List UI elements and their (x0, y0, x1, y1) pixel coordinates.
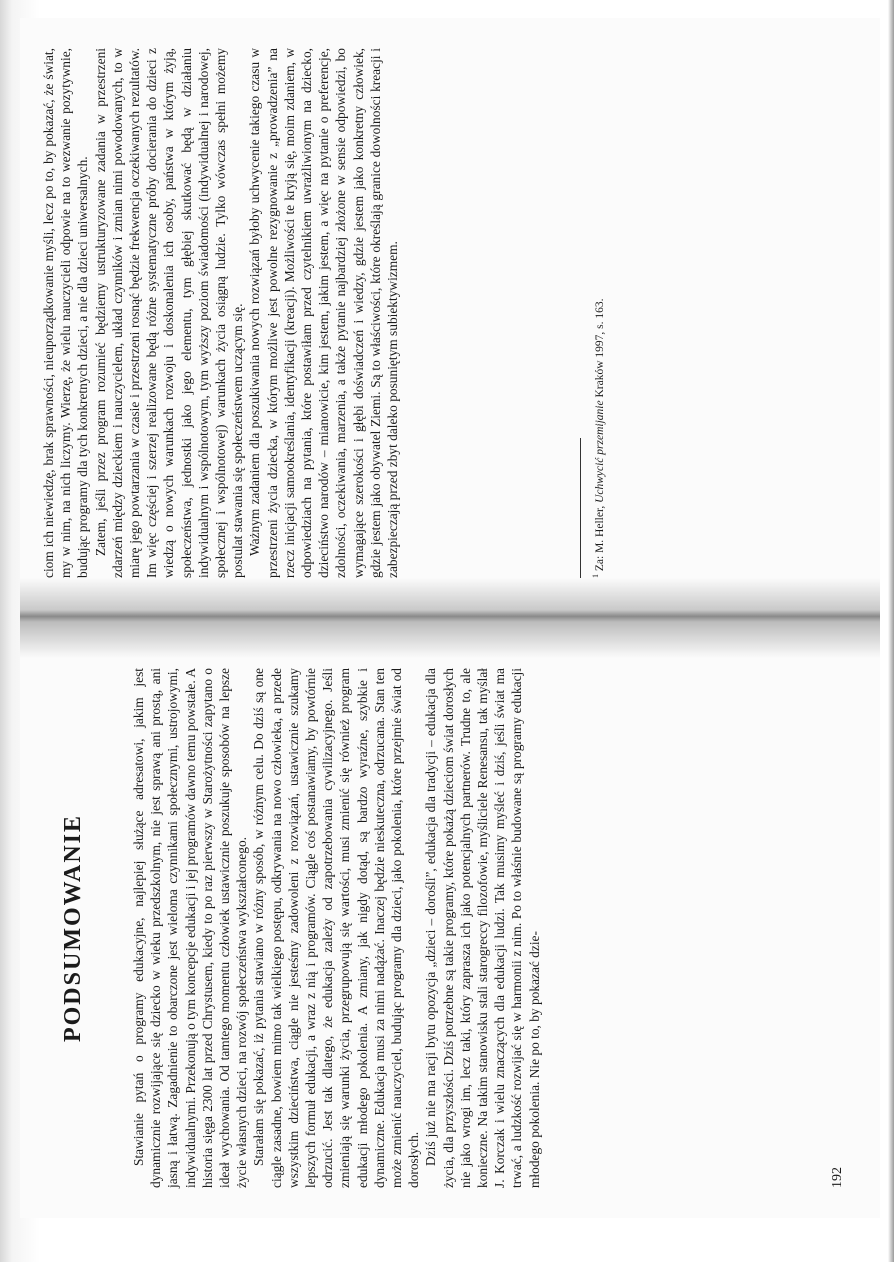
right-page (20, 18, 880, 598)
footnote (591, 48, 606, 578)
page-number: 192 (830, 1167, 845, 1188)
left-page (20, 638, 880, 1218)
footnote-marker: 1 (591, 574, 600, 578)
footnote-title: Uchwycić przemijanie (593, 400, 606, 503)
left-body-text (130, 668, 543, 1188)
paragraph: Starałam się pokazać, iż pytania stawiano w różny sposób, w różnym celu. Do dziś są one ciągle zasadne, bowiem mimo tak wielkiego postępu, odkrywania na nowo człowieka, a przede wszystkim dzieciństwa, ciągle nie jesteśmy zadowoleni z rozwiązań, ustawicznie szukamy lepszych formuł edukacji, a wraz z nią i programów. Ciągle coś postanawiamy, by powtórnie odrzucić. Jest tak dlatego, że edukacja zależy od zapotrzebowania cywilizacyjnego. Jeśli zmieniają się warunki życia, przegrupowują się wartości, musi zmienić się również program edukacji młodego pokolenia. A zmiany, jak nigdy dotąd, są bardzo wyraźne, szybkie i dynamiczne. Edukacja musi za nimi nadążać. Inaczej będzie nieskuteczna, odrzucana. Stan ten może zmienić nauczyciel, budując programy dla dzieci, jako pokolenia, które przejmie świat od dorosłych. (251, 668, 422, 1188)
footnotes (580, 48, 606, 578)
book-spread (20, 18, 880, 1218)
paragraph: Zatem, jeśli przez program rozumieć będziemy ustrukturyzowane zadania w przestrzeni zdarzeń między dzieckiem i nauczycielem, układ czynników i zmian nimi powodowanych, to w miarę jego powtarzania w czasie i przestrzeni rosnąć będzie frekwencja oczekiwanych rezultatów. Im więc częściej i szerzej realizowane będą różne systematyczne próby docierania do dzieci z wiedzą o nowych warunkach rozwoju i doskonalenia ich osoby, państwa w którym żyją, społeczeństwa, jednostki jako jego elementu, tym głębiej skutkować będą w działaniu indywidualnym i wspólnotowym, tym wyższy poziom świadomości (indywidualnej i narodowej, społecznej i wspólnotowej) warunkach życia osiągną ludzie. Tylko wówczas spełni możemy postulat stawania się społeczeństwem uczącym się. (92, 48, 246, 578)
paragraph-continuation: ciom ich niewiedzę, brak sprawności, nieuporządkowanie myśli, lecz po to, by pokazać, że świat, my w nim, na nich liczymy. Wierzę, że wielu nauczycieli odpowie na to wezwanie pozytywnie, budując programy dla tych konkretnych dzieci, a nie dla dzieci uniwersalnych. (41, 48, 91, 578)
right-body-text (40, 48, 401, 578)
footnote-source: Kraków 1997, s. 163. (593, 298, 606, 398)
footnote-author: Za: M. Heller, (593, 505, 606, 572)
paragraph: Dziś już nie ma racji bytu opozycja „dzieci – dorośli”, edukacja dla tradycji – edukacja dla życia, dla przyszłości. Dziś potrzebne są takie programy, które pokażą dzieciom świat dorosłych nie jako wrogi im, lecz taki, który zaprasza ich jako potencjalnych partnerów. Trudne to, ale konieczne. Na takim stanowisku stali starogreccy filozofowie, myśliciele Renesansu, tak myślał J. Korczak i wielu znaczących dla edukacji ludzi. Tak musimy myśleć i dziś, jeśli świat ma trwać, a ludzkość rozwijać się w harmonii z nim. Po to właśnie budowane są programy edukacji młodego pokolenia. Nie po to, by pokazać dzie- (423, 668, 542, 1188)
scan-edge (888, 0, 894, 1262)
paragraph: Stawianie pytań o programy edukacyjne, najlepiej służące adresatowi, jakim jest dynamicznie rozwijające się dziecko w wieku przedszkolnym, nie jest sprawą ani prostą, ani jasną i łatwą. Zagadnienie to obarczone jest wieloma czynnikami społecznymi, ustrojowymi, indywidualnymi. Przekonują o tym koncepcje edukacji i jej programów dawno temu powstałe. A historia sięga 2300 lat przed Chrystusem, kiedy to po raz pierwszy w Starożytności zapytano o ideał wychowania. Od tamtego momentu człowiek ustawicznie poszukuje sposobów na lepsze życie własnych dzieci, na rozwój społeczeństwa wykształconego. (131, 668, 250, 1188)
footnote-rule (580, 438, 581, 578)
chapter-title: PODSUMOWANIE (60, 814, 86, 1043)
paragraph: Ważnym zadaniem dla poszukiwania nowych rozwiązań byłoby uchwycenie takiego czasu w przestrzeni życia dziecka, w którym możliwe jest powolne rezygnowanie z „prowadzenia” na rzecz inicjacji samookreślania, identyfikacji (kreacji). Możliwości te kryją się, moim zdaniem, w odpowiedziach na pytania, które postawiłam przed czytelnikiem uwrażliwionym na dziecko, dzieciństwo narodów – mianowicie, kim jestem, jakim jestem, a więc na pytanie o preferencje, zdolności, oczekiwania, marzenia, a także pytanie najbardziej złożone w sensie odpowiedzi, bo wymagające szerokości i głębi doświadczeń i wiedzy, gdzie jestem jako konkretny człowiek, gdzie jestem jako obywatel Ziemi. Są to właściwości, które określają granice dowolności kreacji i zabezpieczają przed zbyt daleko posuniętym subiektywizmem. (247, 48, 401, 578)
